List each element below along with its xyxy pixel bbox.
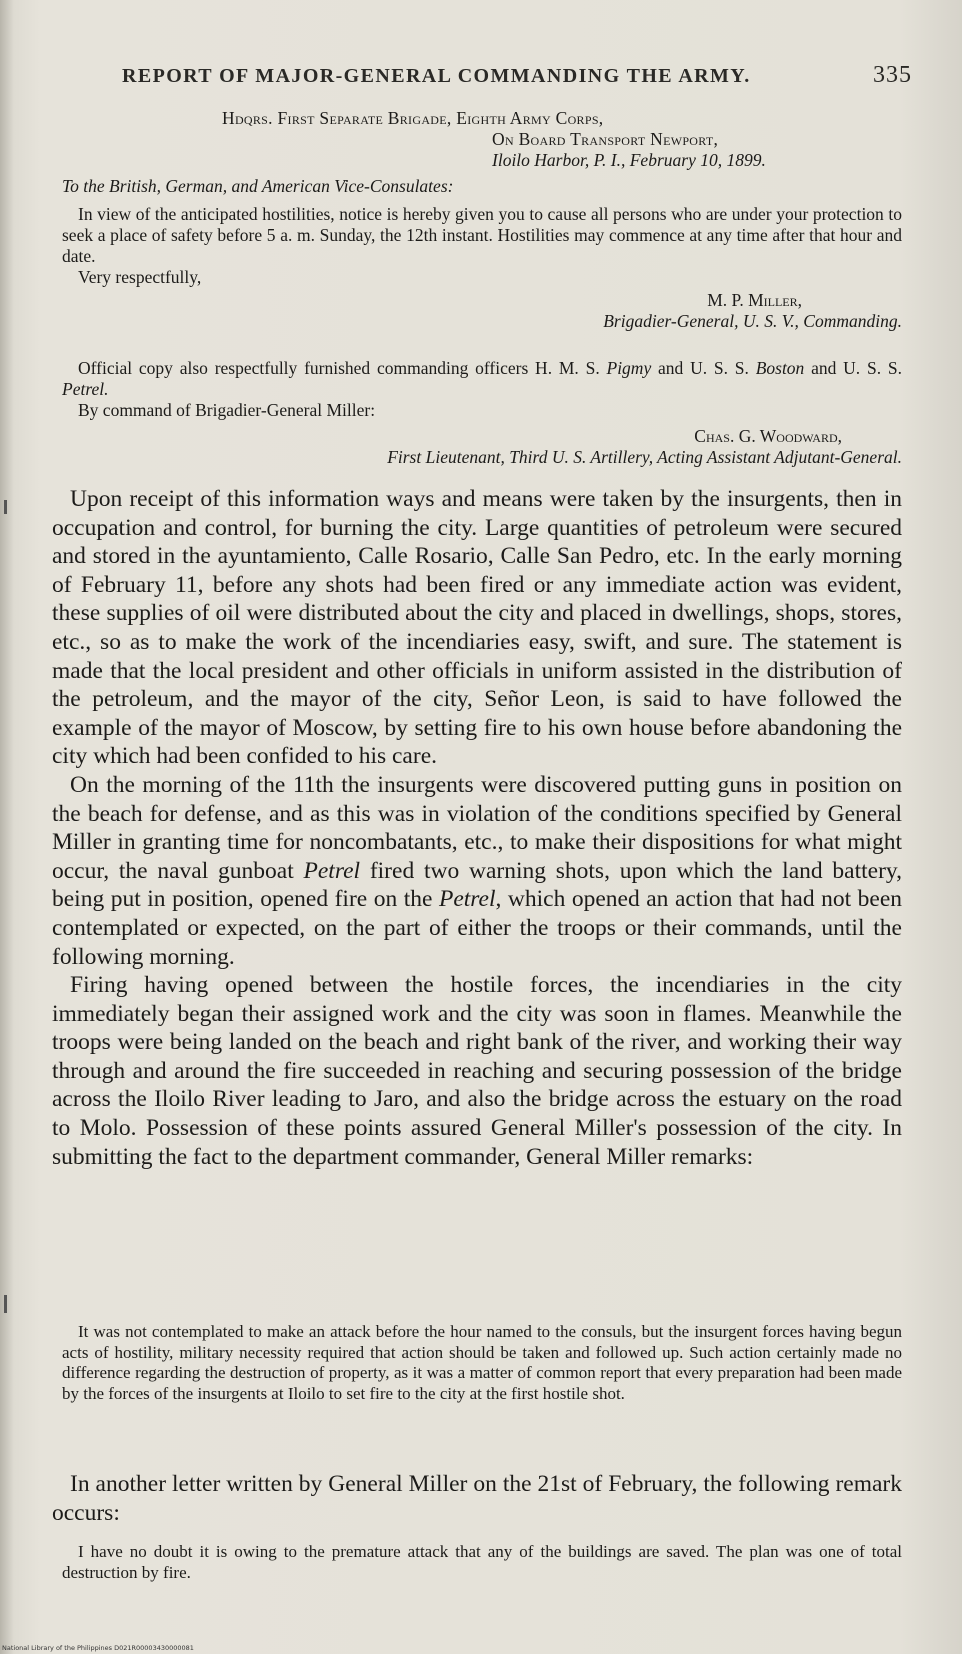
hdqrs-line-2: On Board Transport Newport, [492,129,719,149]
quote-block-2 [62,1542,902,1583]
ship-pigmy: Pigmy [606,358,652,378]
signer-title: Brigadier-General, U. S. V., Commanding. [603,311,902,331]
gunboat-petrel: Petrel [303,857,361,884]
paragraph-1: Upon receipt of this information ways and means were taken by the insurgents, then in occupation and control, for burning the city. Large quantities of petroleum were secured and stored in the ayuntamiento, Calle Rosario, Calle San Pedro, etc. In the early morning of February 11, before any shots had been fired or any immediate action was evident, these supplies of oil were distributed about the city and placed in dwellings, shops, stores, etc., so as to make the work of the incendiaries easy, swift, and sure. The statement is made that the local president and other officials in uniform assisted in the distribution of the petroleum, and the mayor of the city, Señor Leon, is said to have followed the example of the mayor of Moscow, by setting fire to his own house before abandoning the city which had been confided to his care. [52,486,902,770]
ship-petrel: Petrel. [62,379,109,399]
paragraph-2-text-a: On the morning of the 11th the insurgents were discovered putting guns in position on the beach for defense, and as this was in violation of the conditions specified by General Miller in granting time for noncombatants, etc., to make their dispositions for what might occur, the naval gunboat [52,771,902,884]
official-copy-text-b: and U. S. S. [651,358,756,378]
library-footer: National Library of the Philippines D021R00003430000081 [2,1644,194,1652]
paragraph-2 [52,771,902,971]
letter-closing: Very respectfully, [78,267,202,287]
gunboat-petrel-2: Petrel [438,886,496,913]
quote-block-1 [62,1322,902,1404]
quote-1: It was not contemplated to make an attack before the hour named to the consuls, but the insurgent forces having begun acts of hostility, military necessity required that action should be taken and followed up. Such action certainly made no difference regarding the destruction of property, as it was a matter of common report that every preparation had been made by the forces of the insurgents at Iloilo to set fire to the city at the first hostile shot. [62,1322,902,1403]
page-header [122,62,912,89]
main-text-continued [52,1470,902,1527]
official-copy-text-a: Official copy also respectfully furnished commanding officers H. M. S. [78,358,607,378]
letter-salutation: To the British, German, and American Vice-Consulates: [62,176,454,196]
signer-name: M. P. Miller, [707,290,802,310]
paragraph-3: Firing having opened between the hostile forces, the incendiaries in the city immediately began their assigned work and the city was soon in flames. Meanwhile the troops were being landed on the beach and right bank of the river, and working their way through and around the fire succeeded in reaching and securing possession of the bridge across the Iloilo River leading to Jaro, and also the bridge across the estuary on the road to Molo. Possession of these points assured General Miller's possession of the city. In submitting the fact to the department commander, General Miller remarks: [52,972,902,1170]
margin-mark [4,500,7,514]
adjutant-name: Chas. G. Woodward, [694,426,842,446]
paragraph-2-text-b: fired two warning shots, upon which the land battery, being put in position, opened fire on the [52,857,902,913]
page-number: 335 [873,62,912,88]
margin-mark [4,1295,7,1313]
hdqrs-line-1: Hdqrs. First Separate Brigade, Eighth Army Corps, [222,108,604,128]
headquarters-heading [62,108,902,171]
paragraph-2-text-c: , which opened an action that had not been contemplated or expected, on the part of either the troops or their commands, until the following morning. [52,886,902,970]
hdqrs-line-3: Iloilo Harbor, P. I., February 10, 1899. [492,150,766,170]
quote-2: I have no doubt it is owing to the premature attack that any of the buildings are saved. The plan was one of total destruction by fire. [62,1542,902,1582]
main-text [52,485,902,1171]
letter-body: In view of the anticipated hostilities, notice is hereby given you to cause all persons who are under your protection to seek a place of safety before 5 a. m. Sunday, the 12th instant. Hostilities may commence at any time after that hour and date. [62,204,902,266]
paragraph-4: In another letter written by General Miller on the 21st of February, the following remark occurs: [52,1471,902,1526]
by-command-line: By command of Brigadier-General Miller: [78,400,376,420]
official-copy-note [62,358,902,400]
ship-boston: Boston [755,358,805,378]
running-head: REPORT OF MAJOR-GENERAL COMMANDING THE ARMY. [122,65,751,87]
adjutant-title: First Lieutenant, Third U. S. Artillery, Acting Assistant Adjutant-General. [387,447,902,467]
official-copy-text-c: and U. S. S. [804,358,902,378]
